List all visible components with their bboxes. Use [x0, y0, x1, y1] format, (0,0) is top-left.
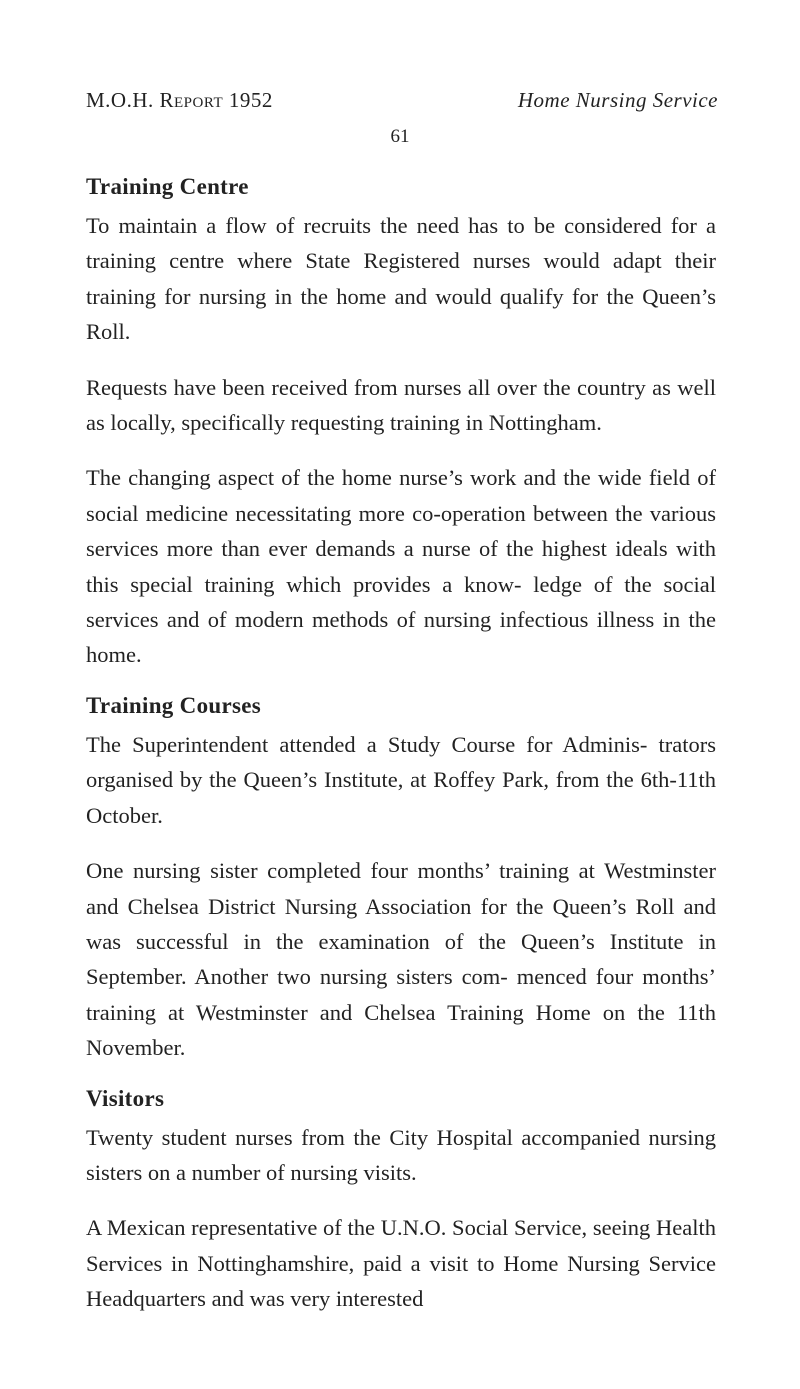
section-heading: Training Courses	[86, 692, 261, 718]
paragraph: To maintain a flow of recruits the need has to be considered for a training centre where State Registered nurses would adapt their training for nursing in the home and would qualify for the Queen’s Roll.	[86, 213, 716, 345]
paragraph: The Superintendent attended a Study Course for Adminis- trators organised by the Queen’s Institute, at Roffey Park, from the 6th-11th October.	[86, 731, 716, 828]
section-training-courses	[86, 693, 716, 1066]
report-title: M.O.H. Report 1952	[86, 88, 273, 112]
section-title: Home Nursing Service	[517, 88, 718, 112]
section-visitors	[86, 1086, 716, 1317]
section-heading: Training Centre	[86, 174, 249, 199]
paragraph: A Mexican representative of the U.N.O. Social Service, seeing Health Services in Nottinghamshire, paid a visit to Home Nursing Service Headquarters and was very interested	[86, 1215, 716, 1312]
paragraph: Twenty student nurses from the City Hospital accompanied nursing sisters on a number of nursing visits.	[86, 1124, 716, 1185]
paragraph: The changing aspect of the home nurse’s work and the wide field of social medicine necessitating more co-operation between the various services more than ever demands a nurse of the highest ideals with this special training which provides a know- ledge of the social services and of modern methods of nursing infectious illness in the home.	[86, 465, 716, 668]
document-body	[86, 168, 716, 1337]
paragraph: One nursing sister completed four months’ training at Westminster and Chelsea District Nursing Association for the Queen’s Roll and was successful in the examination of the Queen’s Institute in September. Another two nursing sisters com- menced four months’ training at Westminster and Chelsea Training Home on the 11th November.	[86, 858, 716, 1061]
running-head	[86, 88, 718, 113]
page-number: 61	[390, 126, 410, 147]
paragraph: Requests have been received from nurses all over the country as well as locally, specifically requesting training in Nottingham.	[86, 374, 716, 436]
section-heading: Visitors	[86, 1085, 165, 1111]
section-training-centre	[86, 174, 716, 673]
